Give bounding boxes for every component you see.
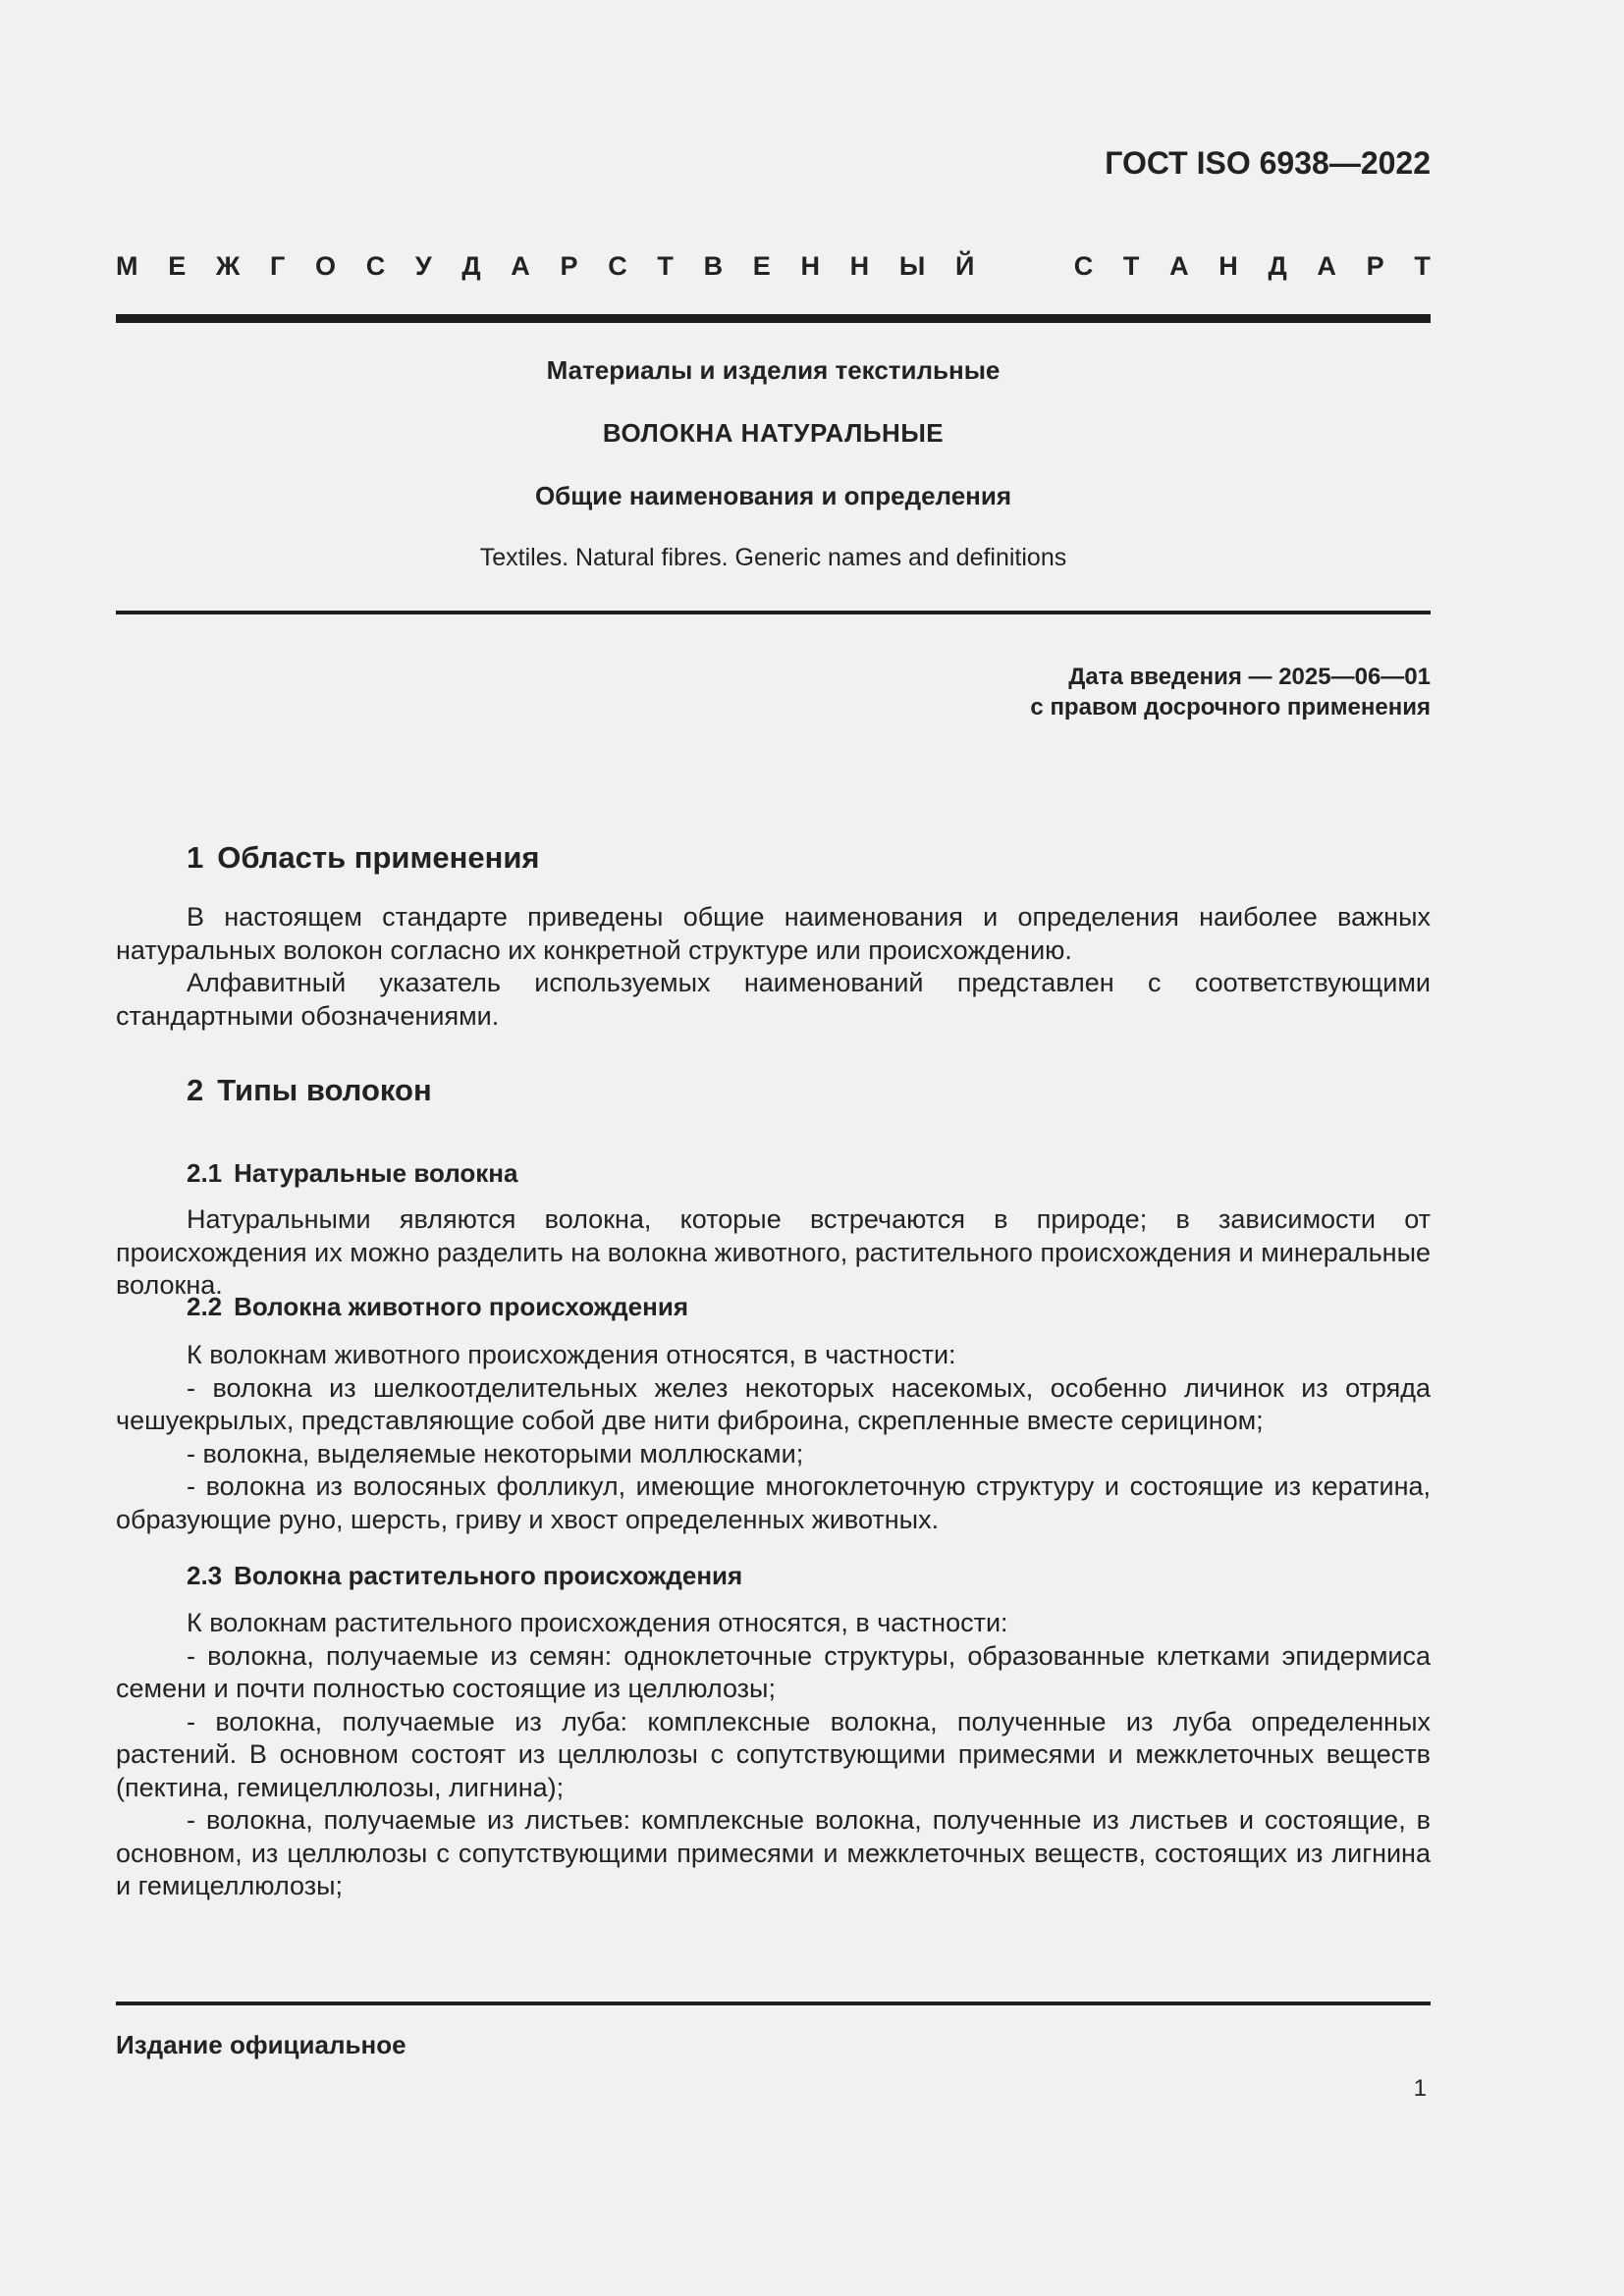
subsection-2-3-body xyxy=(116,1607,1431,1903)
letter: Ж xyxy=(215,251,241,281)
list-item: - волокна из волосяных фолликул, имеющие многоклеточную структуру и состоящие из кератина, образующие руно, шерсть, гриву и хвост определенных животных. xyxy=(116,1471,1431,1534)
official-edition-label: Издание официальное xyxy=(116,2030,406,2059)
list-item: - волокна, получаемые из луба: комплексные волокна, полученные из луба определенных растений. В основном состоят из целлюлозы с сопутствующими примесями и межклеточных веществ (пектина, гемицеллюлозы, лигнина); xyxy=(116,1706,1431,1802)
paragraph: Натуральными являются волокна, которые встречаются в природе; в зависимости от происхождения их можно разделить на волокна животного, растительного происхождения и минеральные волокна. xyxy=(116,1204,1431,1300)
section-1-body xyxy=(116,901,1431,1033)
subsection-2-1-heading xyxy=(187,1158,517,1189)
list-item: - волокна, получаемые из листьев: комплексные волокна, полученные из листьев и состоящие, в основном, из целлюлозы с сопутствующими примесями и межклеточных веществ, состоящих из лигнина и гемицеллюлозы; xyxy=(116,1805,1431,1900)
letter: О xyxy=(314,251,336,281)
subsection-number: 2.2 xyxy=(187,1292,223,1321)
letter: Р xyxy=(560,251,578,281)
subsection-2-3-heading xyxy=(187,1561,742,1591)
section-title: Область применения xyxy=(217,840,540,875)
subsection-2-1-body xyxy=(116,1203,1431,1303)
letter: Т xyxy=(657,251,674,281)
letter: С xyxy=(365,251,386,281)
footer-divider xyxy=(116,2002,1431,2005)
list-item: - волокна из шелкоотделительных желез некоторых насекомых, особенно личинок из отряда чешуекрылых, представляющие собой две нити фиброина, скрепленные вместе серицином; xyxy=(116,1372,1431,1435)
word-gap xyxy=(1004,251,1044,282)
section-title: Типы волокон xyxy=(217,1073,432,1107)
letter: А xyxy=(1169,251,1189,281)
letter: Т xyxy=(1122,251,1140,281)
section-number: 2 xyxy=(187,1073,204,1107)
standard-type-heading xyxy=(116,251,1431,282)
title-line-2: ВОЛОКНА НАТУРАЛЬНЫЕ xyxy=(602,418,945,448)
subsection-title: Волокна животного происхождения xyxy=(234,1292,689,1321)
early-application-line: с правом досрочного применения xyxy=(1030,694,1431,721)
letter: А xyxy=(1317,251,1336,281)
letter: В xyxy=(703,251,724,281)
section-1-heading xyxy=(187,840,540,876)
section-2-heading xyxy=(187,1073,432,1108)
header-divider xyxy=(116,314,1431,323)
subsection-2-2-heading xyxy=(187,1292,688,1322)
subsection-number: 2.3 xyxy=(187,1561,223,1590)
letter: А xyxy=(511,251,530,281)
letter: С xyxy=(1073,251,1094,281)
paragraph: К волокнам растительного происхождения относятся, в частности: xyxy=(187,1608,1008,1637)
letter: Н xyxy=(849,251,870,281)
title-line-1: Материалы и изделия текстильные xyxy=(546,355,1001,385)
subsection-2-2-body xyxy=(116,1339,1431,1536)
subsection-title: Натуральные волокна xyxy=(234,1158,518,1188)
letter: Ы xyxy=(898,251,926,281)
list-item: - волокна, выделяемые некоторыми моллюсками; xyxy=(187,1438,804,1468)
subsection-title: Волокна растительного происхождения xyxy=(234,1561,743,1590)
letter: Т xyxy=(1414,251,1431,281)
letter: У xyxy=(414,251,432,281)
document-code: ГОСТ ISO 6938—2022 xyxy=(1105,145,1431,181)
title-divider xyxy=(116,611,1431,614)
letter: М xyxy=(116,251,138,281)
introduction-date xyxy=(1030,662,1431,722)
letter: Д xyxy=(1268,251,1287,281)
introduction-date-line: Дата введения — 2025—06—01 xyxy=(1068,664,1431,690)
paragraph: К волокнам животного происхождения относятся, в частности: xyxy=(187,1340,956,1369)
letter: Е xyxy=(168,251,187,281)
title-line-3: Общие наименования и определения xyxy=(534,481,1012,510)
paragraph: В настоящем стандарте приведены общие наименования и определения наиболее важных натуральных волокон согласно их конкретной структуре или происхождению. xyxy=(116,902,1431,965)
document-page xyxy=(116,0,1431,2296)
letter: Н xyxy=(1218,251,1238,281)
subsection-number: 2.1 xyxy=(187,1158,223,1188)
letter: Д xyxy=(461,251,481,281)
letter: Р xyxy=(1366,251,1384,281)
letter: Н xyxy=(800,251,820,281)
section-number: 1 xyxy=(187,840,204,875)
letter: Г xyxy=(269,251,286,281)
paragraph: Алфавитный указатель используемых наименований представлен с соответствующими стандартными обозначениями. xyxy=(116,968,1431,1031)
letter: Е xyxy=(752,251,771,281)
english-title: Textiles. Natural fibres. Generic names and definitions xyxy=(479,544,1067,571)
list-item: - волокна, получаемые из семян: одноклеточные структуры, образованные клетками эпидермиса семени и почти полностью состоящие из целлюлозы; xyxy=(116,1640,1431,1703)
page-number: 1 xyxy=(1413,2075,1427,2102)
letter: Й xyxy=(954,251,975,281)
letter: С xyxy=(608,251,627,281)
